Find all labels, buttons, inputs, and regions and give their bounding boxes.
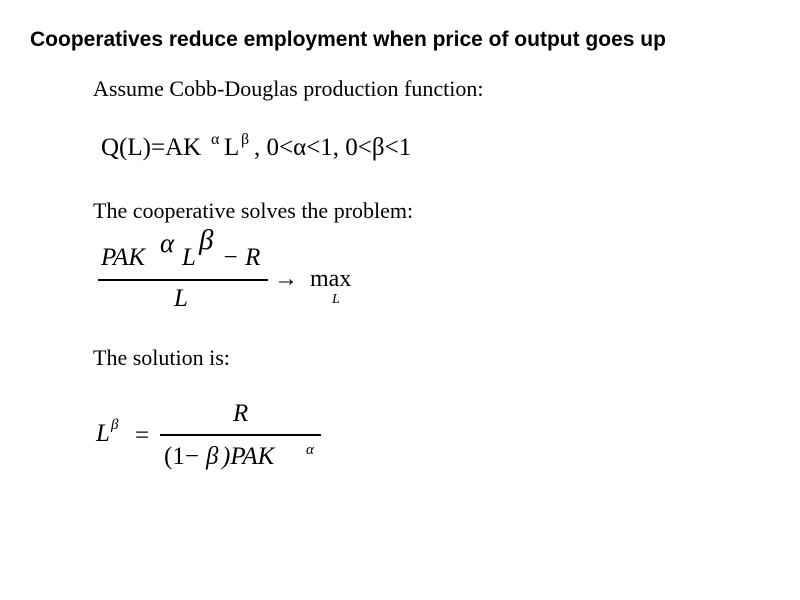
objective-max: max xyxy=(310,266,352,292)
objective-numerator-beta: β xyxy=(199,224,214,256)
production-function-constraints: , 0<α<1, 0<β<1 xyxy=(254,134,412,161)
solution-lhs-L: L xyxy=(96,420,110,447)
solution-formula xyxy=(96,398,336,478)
solution-intro-text: The solution is: xyxy=(93,345,230,370)
production-function-alpha: α xyxy=(211,131,220,148)
production-function-L: L xyxy=(224,134,240,161)
objective-numerator-L: L xyxy=(182,244,196,271)
solution-denominator-beta: β xyxy=(206,443,219,470)
solution-denominator-alpha: α xyxy=(306,442,314,458)
objective-numerator-pak: PAK xyxy=(101,244,145,271)
production-function-lhs: Q(L)=AK xyxy=(101,134,202,161)
production-function xyxy=(101,131,461,168)
solution-lhs-beta: β xyxy=(111,417,119,433)
intro-text: Assume Cobb-Douglas production function: xyxy=(93,76,484,101)
objective-denominator: L xyxy=(174,285,188,312)
objective-arrow: → xyxy=(274,266,298,292)
problem-intro-text: The cooperative solves the problem: xyxy=(93,198,414,223)
objective-formula xyxy=(96,224,396,318)
objective-max-subscript: L xyxy=(332,292,340,307)
solution-fraction-bar xyxy=(160,434,321,436)
production-function-beta: β xyxy=(241,131,250,148)
solution-numerator: R xyxy=(233,400,249,427)
solution-denominator-paren: (1− xyxy=(164,443,199,470)
solution-denominator-rest: )PAK xyxy=(222,443,275,470)
objective-numerator-minus-r: − R xyxy=(222,244,261,271)
solution-equals: = xyxy=(135,422,150,449)
slide-title: Cooperatives reduce employment when price of output goes up xyxy=(30,28,666,51)
objective-numerator-alpha: α xyxy=(160,228,175,258)
objective-fraction-bar xyxy=(98,279,268,281)
